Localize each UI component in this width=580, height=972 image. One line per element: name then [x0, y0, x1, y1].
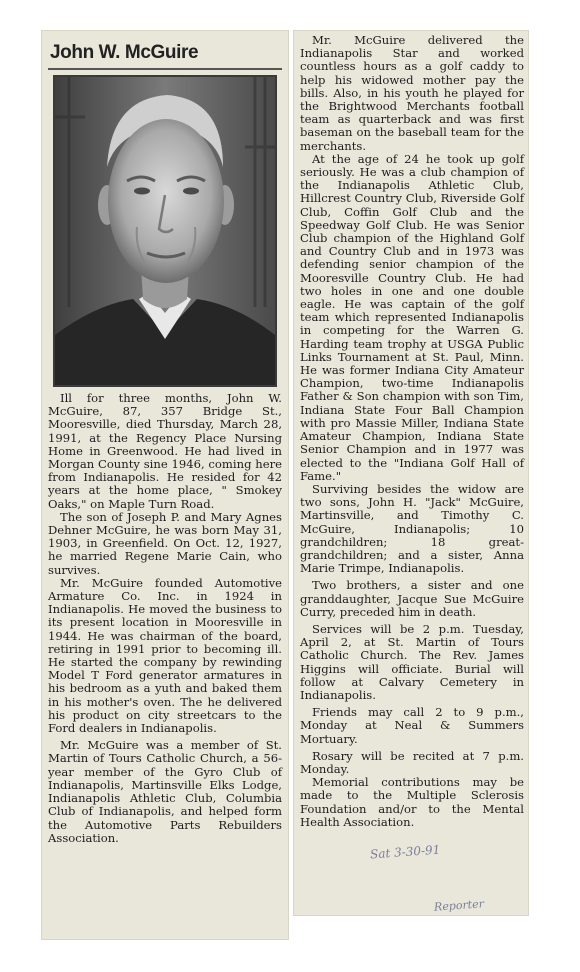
- paragraph-family: The son of Joseph P. and Mary Agnes Dehner McGuire, he was born May 31, 1903, in Greenfield. On Oct. 12, 1927, he married Regene Marie Cain, who survives.: [48, 509, 282, 577]
- portrait-photo: [53, 75, 277, 387]
- paragraph-services: Services will be 2 p.m. Tuesday, April 2, at St. Martin of Tours Catholic Church. The Rev. James Higgins will officiate. Burial will follow at Calvary Cemetery in Indianapolis.: [300, 621, 524, 702]
- paragraph-golf: At the age of 24 he took up golf seriously. He was a club champion of the Indianapolis Athletic Club, Hillcrest Country Club, Riverside Golf Club, Coffin Golf Club and the Speedway Golf Club. He was Senior Club champion of the Highland Golf and Country Club and in 1973 was defending senior champion of the Mooresville Country Club. He had two holes in one and one double eagle. He was captain of the golf team which represented Indianapolis in competing for the Warren G. Harding team trophy at USGA Public Links Tournament at St. Paul, Minn. He was former Indiana City Amateur Champion, two-time Indianapolis Father & Son champion with son Tim, Indiana State Four Ball Champion with pro Massie Miller, Indiana State Amateur Champion, Indiana State Senior Champion and in 1977 was elected to the "Indiana Golf Hall of Fame.": [300, 151, 524, 483]
- paragraph-preceded: Two brothers, a sister and one granddaughter, Jacque Sue McGuire Curry, preceded him in death.: [300, 578, 524, 619]
- obituary-column-left: [48, 392, 282, 845]
- headline-rule: [48, 68, 282, 70]
- obituary-clipping-left: [42, 31, 288, 939]
- paragraph-rosary: Rosary will be recited at 7 p.m. Monday.: [300, 748, 524, 776]
- paragraph-visitation: Friends may call 2 to 9 p.m., Monday at Neal & Summers Mortuary.: [300, 705, 524, 746]
- obituary-column-right: [300, 34, 524, 829]
- handwritten-date: Sat 3-30-91: [369, 842, 441, 862]
- paragraph-memberships: Mr. McGuire was a member of St. Martin of Tours Catholic Church, a 56-year member of the Gyro Club of Indianapolis, Martinsville Elks Lodge, Indianapolis Athletic Club, Columbia Club of Indianapolis, and helped form the Automotive Parts Rebuilders Association.: [48, 738, 282, 845]
- paragraph-youth: Mr. McGuire delivered the Indianapolis Star and worked countless hours as a golf caddy to help his widowed mother pay the bills. Also, in his youth he played for the Brightwood Merchants football team as quarterback and was first baseman on the baseball team for the merchants.: [300, 33, 524, 153]
- paragraph-illness: Ill for three months, John W. McGuire, 87, 357 Bridge St., Mooresville, died Thursday, March 28, 1991, at the Regency Place Nursing Home in Greenwood. He had lived in Morgan County sine 1946, coming here from Indianapolis. He resided for 42 years at the home place, " Smokey Oaks," on Maple Turn Road.: [48, 391, 282, 511]
- paragraph-company: Mr. McGuire founded Automotive Armature Co. Inc. in 1924 in Indianapolis. He moved the business to its present location in Mooresville in 1944. He was chairman of the board, retiring in 1991 prior to becoming ill. He started the company by rewinding Model T Ford generator armatures in his bedroom as a yuth and baked them in his mother's oven. The he delivered his product on city streetcars to the Ford dealers in Indianapolis.: [48, 575, 282, 736]
- portrait-photo-graphic: [55, 77, 275, 385]
- paragraph-memorials: Memorial contributions may be made to the Multiple Sclerosis Foundation and/or to the Mental Health Association.: [300, 775, 524, 829]
- obituary-clipping-right: [294, 31, 528, 915]
- paragraph-survivors: Surviving besides the widow are two sons, John H. "Jack" McGuire, Martinsville, and Timothy C. McGuire, Indianapolis; 10 grandchildren; 18 great-grandchildren; and a sister, Anna Marie Trimpe, Indianapolis.: [300, 481, 524, 576]
- obituary-headline: John W. McGuire: [50, 42, 199, 63]
- handwritten-source: Reporter: [433, 897, 485, 914]
